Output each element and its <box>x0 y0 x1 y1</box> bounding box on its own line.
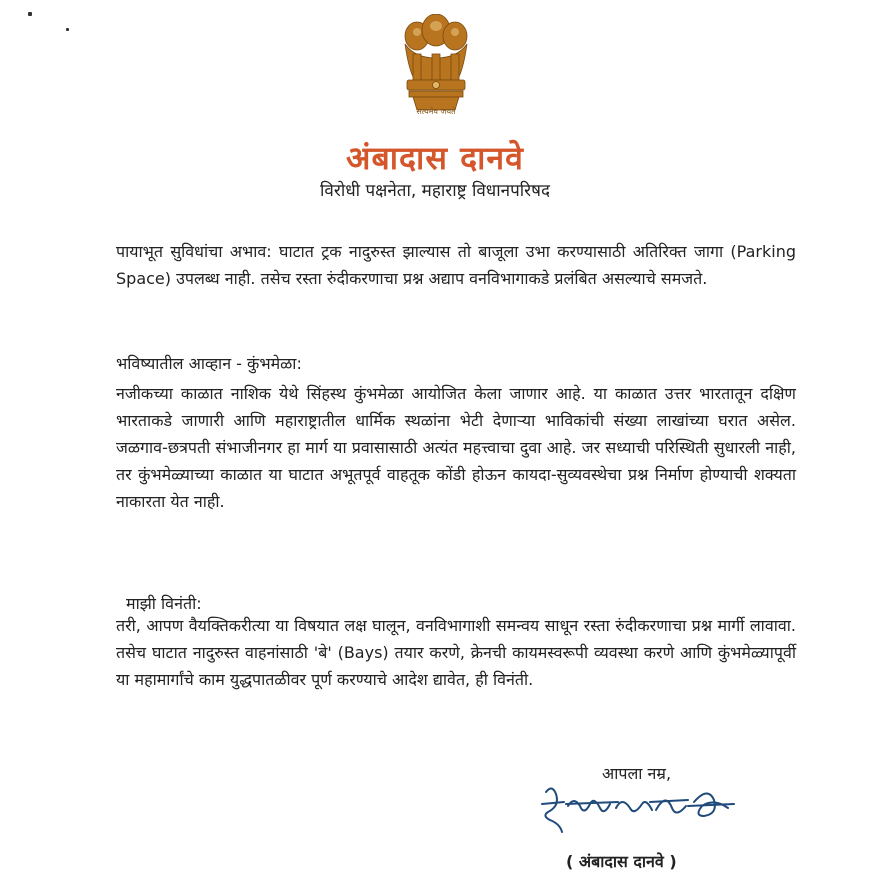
paragraph-kumbh-mela: नजीकच्या काळात नाशिक येथे सिंहस्थ कुंभमेळा आयोजित केला जाणार आहे. या काळात उत्तर भारतातून दक्षिण भारताकडे जाणारी आणि महाराष्ट्रातील धार्मिक स्थळांना भेटी देणाऱ्या भाविकांची संख्या लाखांच्या घरात असेल. जळगाव-छत्रपती संभाजीनगर हा मार्ग या प्रवासासाठी अत्यंत महत्त्वाचा दुवा आहे. जर सध्याची परिस्थिती सुधारली नाही, तर कुंभमेळ्याच्या काळात या घाटात अभूतपूर्व वाहतूक कोंडी होऊन कायदा-सुव्यवस्थेचा प्रश्न निर्माण होण्याची शक्यता नाकारता येत नाही. <box>116 384 796 511</box>
letterhead-designation: विरोधी पक्षनेता, महाराष्ट्र विधानपरिषद <box>320 181 550 201</box>
handwritten-signature <box>538 782 748 840</box>
scan-speck <box>28 12 32 16</box>
signed-name: ( अंबादास दानवे ) <box>566 852 677 871</box>
paragraph-request: तरी, आपण वैयक्तिकरीत्या या विषयात लक्ष घालून, वनविभागाशी समन्वय साधून रस्ता रुंदीकरणाचा प्रश्न मार्गी लावावा. तसेच घाटात नादुरुस्त वाहनांसाठी 'बे' (Bays) तयार करणे, क्रेनची कायमस्वरूपी व्यवस्था करणे आणि कुंभमेळ्यापूर्वी या महामार्गांचे काम युद्धपातळीवर पूर्ण करण्याचे आदेश द्यावेत, ही विनंती. <box>116 616 796 689</box>
paragraph-infrastructure: पायाभूत सुविधांचा अभाव: घाटात ट्रक नादुरुस्त झाल्यास तो बाजूला उभा करण्यासाठी अतिरिक्त जागा (Parking Space) उपलब्ध नाही. तसेच रस्ता रुंदीकरणाचा प्रश्न अद्याप वनविभागाकडे प्रलंबित असल्याचे समजते. <box>116 242 796 288</box>
heading-request: माझी विनंती: <box>126 594 202 613</box>
letterhead-name: अंबादास दानवे <box>346 139 524 177</box>
closing-salutation: आपला नम्र, <box>602 764 672 783</box>
emblem-motto: सत्यमेव जयते <box>416 107 456 116</box>
scan-speck <box>66 28 69 31</box>
heading-future-challenge: भविष्यातील आव्हान - कुंभमेळा: <box>116 354 302 373</box>
